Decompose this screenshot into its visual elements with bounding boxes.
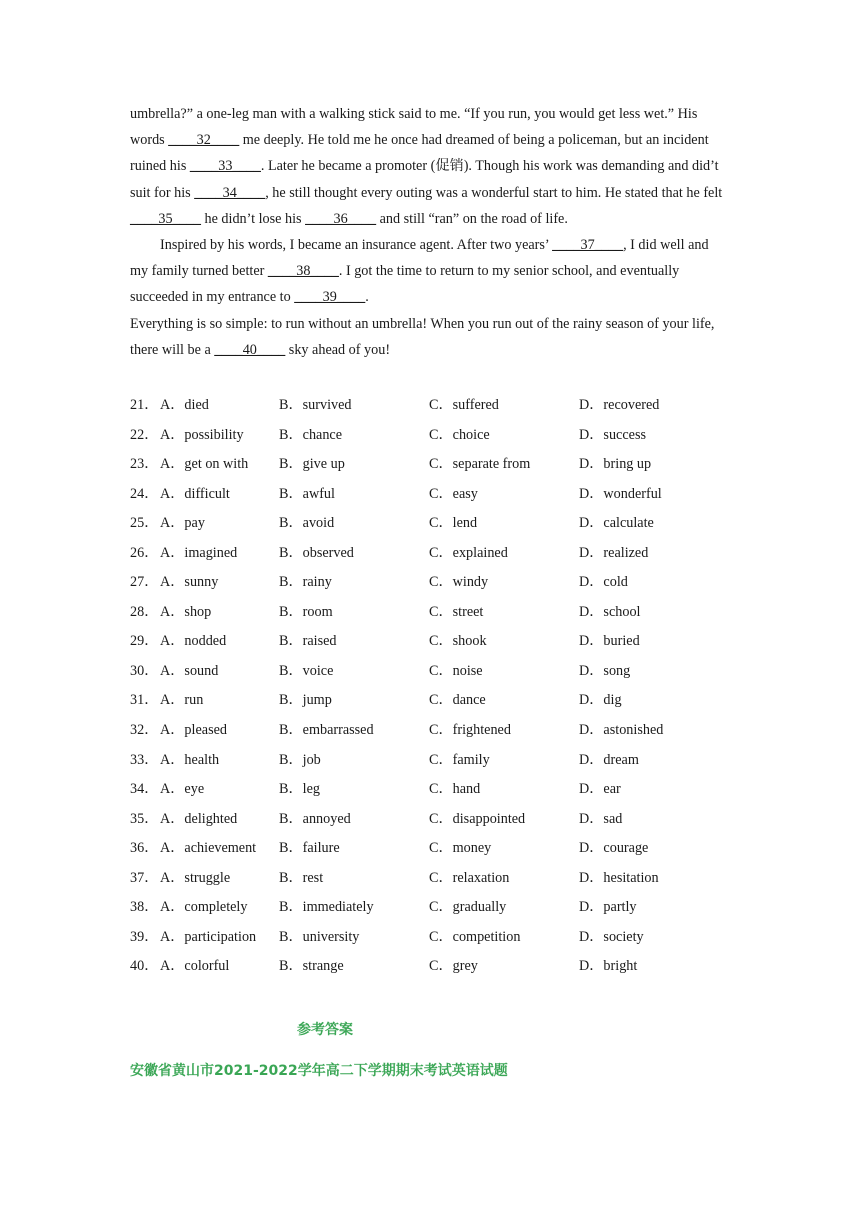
option-d: D．recovered [579, 397, 660, 413]
option-a: A．died [160, 397, 209, 413]
option-b: B．leg [279, 781, 320, 798]
question-number: 38． [130, 899, 159, 916]
question-number: 28． [130, 603, 159, 620]
question-row [130, 570, 750, 600]
option-d: D．buried [579, 633, 640, 650]
option-a: A．sunny [160, 574, 219, 591]
option-c: C．hand [429, 781, 481, 798]
option-a: A．struggle [160, 869, 231, 886]
passage-text: umbrella?” a one-leg man with a walking stick said to me. “If you run, you would get less wet.” His words [130, 106, 698, 149]
option-b: B．embarrassed [279, 722, 374, 739]
option-b: B．room [279, 603, 333, 620]
option-c: C．family [429, 751, 490, 768]
option-b: B．annoyed [279, 810, 351, 827]
blank-underline: ____35____ [130, 210, 201, 227]
option-c: C．noise [429, 662, 483, 679]
option-d: D．sad [579, 810, 623, 827]
passage-text: me deeply. He told me he once had dreamed of being a policeman, but an incident ruined his [130, 132, 709, 175]
option-b: B．give up [279, 456, 345, 473]
paragraph-2 [130, 232, 730, 311]
question-number: 39． [130, 928, 159, 945]
blank-underline: ____37____ [552, 237, 624, 254]
question-row [130, 393, 750, 423]
option-d: D．school [579, 603, 641, 620]
passage-text: Everything is so simple: to run without an umbrella! When you run out of the rainy season of your life, there will be a [130, 315, 715, 358]
option-c: C．explained [429, 544, 508, 561]
blank-underline: ____36____ [305, 210, 377, 227]
option-d: D．ear [579, 781, 621, 798]
option-d: D．wonderful [579, 485, 662, 502]
passage-text: Inspired by his words, I became an insurance agent. After two years’ [160, 237, 553, 254]
option-c: C．windy [429, 574, 489, 591]
question-row [130, 777, 750, 807]
option-d: D．song [579, 662, 631, 679]
question-row [130, 423, 750, 453]
option-b: B．chance [279, 426, 343, 443]
option-b: B．university [279, 928, 360, 945]
options-list [130, 393, 750, 984]
question-row [130, 954, 750, 984]
option-b: B．failure [279, 840, 340, 857]
paragraph-3 [130, 311, 730, 363]
question-row [130, 895, 750, 925]
option-b: B．job [279, 751, 321, 768]
passage-text: and still “ran” on the road of life. [376, 210, 568, 227]
question-number: 29． [130, 633, 159, 650]
passage-text: . [365, 289, 369, 306]
option-b: B．rainy [279, 574, 332, 591]
question-row [130, 452, 750, 482]
question-number: 23． [130, 456, 159, 473]
passage-text: . I got the time to return to my senior school, and eventually succeeded in my entrance to [130, 263, 680, 306]
option-a: A．pay [160, 515, 205, 532]
question-row [130, 688, 750, 718]
option-b: B．jump [279, 692, 332, 709]
option-a: A．nodded [160, 633, 227, 650]
answer-heading: 参考答案 [297, 1022, 353, 1038]
option-a: A．eye [160, 781, 205, 798]
question-row [130, 866, 750, 896]
option-d: D．realized [579, 544, 649, 561]
option-c: C．street [429, 603, 484, 620]
option-a: A．difficult [160, 485, 230, 502]
blank-underline: ____38____ [267, 263, 339, 280]
blank-underline: ____32____ [168, 132, 240, 149]
question-number: 40． [130, 958, 159, 975]
option-a: A．achievement [160, 840, 257, 857]
option-a: A．health [160, 751, 220, 768]
option-a: A．get on with [160, 456, 249, 473]
option-d: D．society [579, 928, 644, 945]
option-a: A．pleased [160, 722, 227, 739]
option-c: C．lend [429, 515, 478, 532]
question-number: 21． [130, 397, 159, 413]
option-c: C．shook [429, 633, 487, 650]
option-c: C．competition [429, 928, 521, 945]
option-d: D．cold [579, 574, 628, 591]
blank-underline: ____40____ [214, 341, 286, 358]
option-c: C．dance [429, 692, 486, 709]
blank-underline: ____33____ [189, 158, 261, 175]
passage-text: he didn’t lose his [200, 210, 306, 227]
option-b: B．strange [279, 958, 344, 975]
option-d: D．astonished [579, 722, 664, 739]
option-a: A．shop [160, 603, 212, 620]
option-d: D．dig [579, 692, 622, 709]
question-number: 35． [130, 810, 159, 827]
option-c: C．grey [429, 958, 478, 975]
question-row [130, 482, 750, 512]
question-row [130, 748, 750, 778]
option-b: B．survived [279, 397, 352, 413]
option-b: B．raised [279, 633, 337, 650]
question-number: 27． [130, 574, 159, 591]
option-c: C．suffered [429, 397, 499, 413]
question-number: 24． [130, 485, 159, 502]
option-a: A．participation [160, 928, 257, 945]
blank-underline: ____39____ [294, 289, 366, 306]
question-number: 36． [130, 840, 159, 857]
passage-text: sky ahead of you! [285, 341, 391, 358]
option-c: C．frightened [429, 722, 511, 739]
option-c: C．gradually [429, 899, 507, 916]
question-number: 33． [130, 751, 159, 768]
question-number: 25． [130, 515, 159, 532]
option-b: B．awful [279, 485, 335, 502]
question-number: 32． [130, 722, 159, 739]
option-d: D．calculate [579, 515, 654, 532]
blank-underline: ____34____ [194, 184, 266, 201]
option-c: C．choice [429, 426, 490, 443]
option-d: D．courage [579, 840, 649, 857]
source-title: 安徽省黄山市2021-2022学年高二下学期期末考试英语试题 [130, 1063, 508, 1079]
question-number: 34． [130, 781, 159, 798]
option-d: D．hesitation [579, 869, 659, 886]
option-d: D．bright [579, 958, 638, 975]
question-row [130, 836, 750, 866]
question-number: 31． [130, 692, 159, 709]
question-number: 22． [130, 426, 159, 443]
option-a: A．colorful [160, 958, 230, 975]
option-c: C．easy [429, 485, 478, 502]
passage-text: , I did well and my family turned better [130, 237, 709, 280]
question-row [130, 659, 750, 689]
passage-text: . Later he became a promoter (促销). Though his work was demanding and did’t suit for his [130, 158, 719, 201]
option-b: B．avoid [279, 515, 335, 532]
option-b: B．voice [279, 662, 334, 679]
option-a: A．imagined [160, 544, 238, 561]
cloze-passage [130, 101, 730, 363]
option-d: D．bring up [579, 456, 652, 473]
option-a: A．possibility [160, 426, 244, 443]
question-row [130, 600, 750, 630]
question-row [130, 511, 750, 541]
option-b: B．immediately [279, 899, 374, 916]
question-row [130, 807, 750, 837]
option-b: B．rest [279, 869, 324, 886]
option-c: C．disappointed [429, 810, 526, 827]
option-a: A．sound [160, 662, 219, 679]
option-c: C．money [429, 840, 492, 857]
question-row [130, 541, 750, 571]
option-a: A．delighted [160, 810, 238, 827]
option-d: D．success [579, 426, 646, 443]
paragraph-1 [130, 101, 730, 232]
option-c: C．relaxation [429, 869, 510, 886]
option-b: B．observed [279, 544, 354, 561]
question-number: 37． [130, 869, 159, 886]
question-row [130, 629, 750, 659]
option-c: C．separate from [429, 456, 531, 473]
question-row [130, 718, 750, 748]
option-a: A．run [160, 692, 204, 709]
question-number: 26． [130, 544, 159, 561]
question-number: 30． [130, 662, 159, 679]
option-d: D．partly [579, 899, 637, 916]
question-row [130, 925, 750, 955]
option-d: D．dream [579, 751, 639, 768]
passage-text: , he still thought every outing was a wonderful start to him. He stated that he felt [265, 184, 723, 201]
option-a: A．completely [160, 899, 248, 916]
